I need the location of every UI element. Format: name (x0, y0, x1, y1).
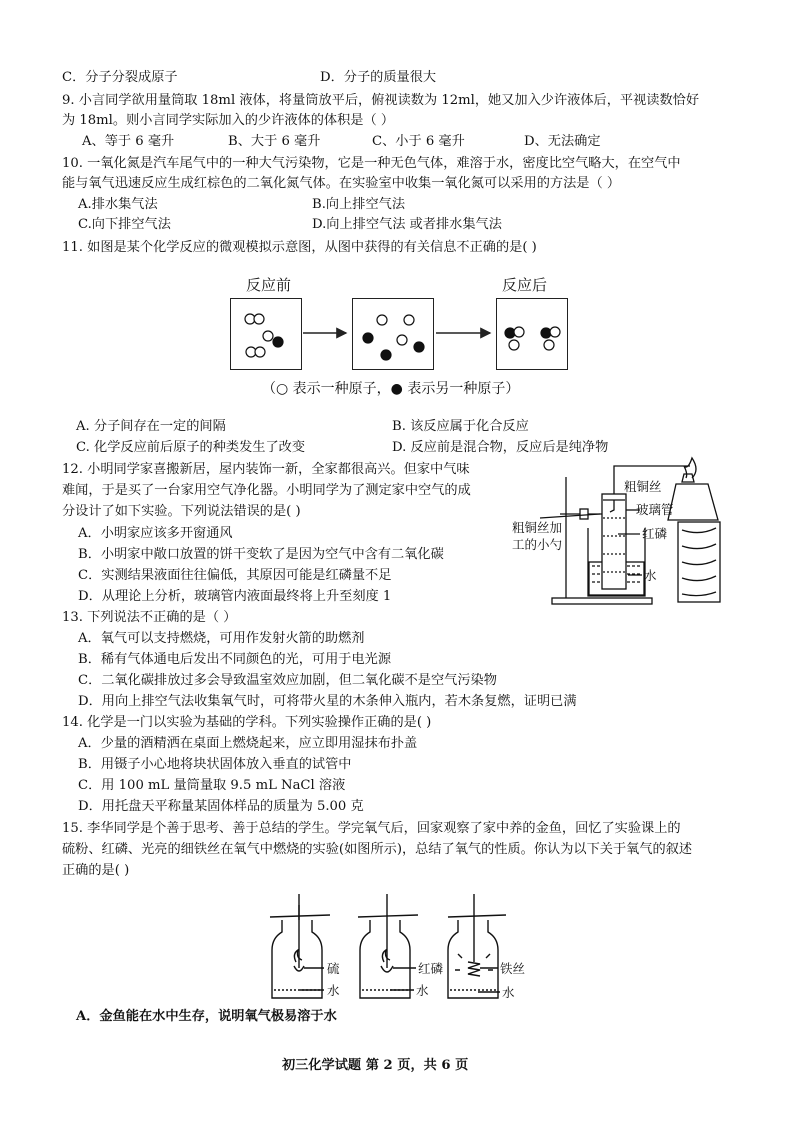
q15-label-sulfur: 硫 (327, 961, 340, 976)
q9-option-b: B、大于 6 毫升 (228, 134, 321, 149)
q13-option-c: C．二氧化碳排放过多会导致温室效应加剧，但二氧化碳不是空气污染物 (78, 673, 497, 688)
q15-label-water-2: 水 (416, 983, 429, 998)
q15-stem-line2: 硫粉、红磷、光亮的细铁丝在氧气中燃烧的实验(如图所示)，总结了氧气的性质。你认为以下关于氧气的叙述 (62, 842, 693, 857)
q12-label-spoon-line1: 粗铜丝加 (512, 520, 563, 535)
q11-option-a: A. 分子间存在一定的间隔 (76, 419, 226, 434)
q10-option-a: A.排水集气法 (78, 197, 158, 212)
q9-stem-line1: 9. 小言同学欲用量筒取 18ml 液体，将量筒放平后，俯视读数为 12ml，她又加入少许液体后，平视读数恰好 (62, 93, 700, 108)
q13-option-d: D．用向上排空气法收集氧气时，可将带火星的木条伸入瓶内，若木条复燃，证明已满 (78, 694, 577, 709)
q12-stem-line2: 难闻，于是买了一台家用空气净化器。小明同学为了测定家中空气的成 (62, 483, 471, 498)
q12-option-d: D．从理论上分析，玻璃管内液面最终将上升至刻度 1 (78, 589, 392, 604)
q12-option-a: A．小明家应该多开窗通风 (78, 526, 233, 541)
q9-option-d: D、无法确定 (524, 134, 601, 149)
q14-option-c: C．用 100 mL 量筒量取 9.5 mL NaCl 溶液 (78, 778, 346, 793)
q12-option-c: C．实测结果液面往往偏低，其原因可能是红磷量不足 (78, 568, 392, 583)
iron-jar (448, 894, 506, 998)
q10-option-d: D.向上排空气法 或者排水集气法 (312, 217, 502, 232)
q15-label-phosphorus: 红磷 (418, 961, 444, 976)
q14-option-b: B．用镊子小心地将块状固体放入垂直的试管中 (78, 757, 352, 772)
q12-label-glass-tube: 玻璃管 (636, 502, 674, 517)
q14-stem: 14. 化学是一门以实验为基础的学科。下列实验操作正确的是( ) (62, 715, 432, 730)
q9-stem-line2: 为 18ml。则小言同学实际加入的少许液体的体积是（ ） (62, 113, 395, 128)
q11-option-b: B. 该反应属于化合反应 (392, 419, 529, 434)
page-footer: 初三化学试题 第 2 页，共 6 页 (282, 1058, 469, 1073)
q10-stem-line1: 10. 一氧化氮是汽车尾气中的一种大气污染物，它是一种无色气体，难溶于水，密度比空气略大，在空气中 (62, 156, 681, 171)
q10-option-c: C.向下排空气法 (78, 217, 171, 232)
q15-label-water-1: 水 (327, 983, 340, 998)
q15-stem-line3: 正确的是( ) (62, 863, 130, 878)
q11-option-d: D. 反应前是混合物，反应后是纯净物 (392, 440, 609, 455)
q11-after-label: 反应后 (502, 276, 548, 294)
q9-option-a: A、等于 6 毫升 (82, 134, 175, 149)
q12-label-water: 水 (644, 568, 657, 583)
q13-option-a: A．氧气可以支持燃烧，可用作发射火箭的助燃剂 (78, 631, 365, 646)
q15-label-water-3: 水 (502, 985, 515, 1000)
q11-legend: （○ 表示一种原子，● 表示另一种原子） (262, 381, 520, 397)
q11-option-c: C. 化学反应前后原子的种类发生了改变 (76, 440, 306, 455)
q15-option-a: A．金鱼能在水中生存，说明氧气极易溶于水 (76, 1009, 337, 1024)
q10-option-b: B.向上排空气法 (312, 197, 406, 212)
q13-stem: 13. 下列说法不正确的是（ ） (62, 610, 237, 625)
q12-label-spoon-line2: 工的小勺 (512, 537, 563, 552)
phosphorus-jar (358, 894, 418, 998)
sulfur-jar (270, 894, 330, 998)
q13-option-b: B．稀有气体通电后发出不同颜色的光，可用于电光源 (78, 652, 392, 667)
q14-option-a: A．少量的酒精洒在桌面上燃烧起来，应立即用湿抹布扑盖 (78, 736, 418, 751)
q9-option-c: C、小于 6 毫升 (372, 134, 465, 149)
q14-option-d: D．用托盘天平称量某固体样品的质量为 5.00 克 (78, 799, 364, 814)
q8-option-c: C．分子分裂成原子 (62, 70, 178, 85)
q11-stem: 11. 如图是某个化学反应的微观模拟示意图，从图中获得的有关信息不正确的是( ) (62, 240, 537, 255)
q15-stem-line1: 15. 李华同学是个善于思考、善于总结的学生。学完氧气后，回家观察了家中养的金鱼，回忆了实验课上的 (62, 821, 681, 836)
q15-label-iron: 铁丝 (500, 961, 526, 976)
q12-stem-line3: 分设计了如下实验。下列说法错误的是( ) (62, 504, 301, 519)
q8-option-d: D．分子的质量很大 (320, 70, 437, 85)
q11-before-label: 反应前 (246, 276, 292, 294)
q12-option-b: B．小明家中敞口放置的饼干变软了是因为空气中含有二氧化碳 (78, 547, 444, 562)
q12-stem-line1: 12. 小明同学家喜搬新居，屋内装饰一新，全家都很高兴。但家中气味 (62, 462, 470, 477)
q10-stem-line2: 能与氧气迅速反应生成红棕色的二氧化氮气体。在实验室中收集一氧化氮可以采用的方法是（ ） (62, 176, 621, 191)
q12-label-copper-wire: 粗铜丝 (624, 479, 662, 494)
q12-label-phosphorus: 红磷 (642, 526, 668, 541)
